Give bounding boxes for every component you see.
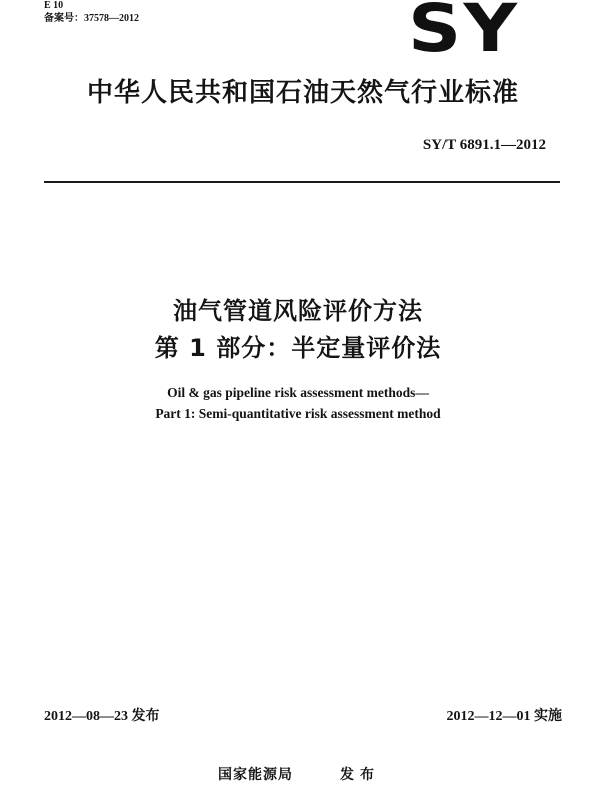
implementation-date: 2012—12—01 实施 — [446, 709, 562, 724]
english-title-line-2: Part 1: Semi-quantitative risk assessment method — [155, 406, 441, 421]
industry-standard-title: 中华人民共和国石油天然气行业标准 — [86, 78, 519, 108]
issue-date: 2012—08—23 发布 — [44, 709, 160, 724]
chinese-title-line-1: 油气管道风险评价方法 — [173, 297, 423, 325]
issuing-authority: 国家能源局 — [218, 767, 293, 783]
chinese-title-line-2: 第 1 部分：半定量评价法 — [154, 334, 442, 362]
classification-code: E 10 — [44, 0, 64, 11]
sy-logo: SY — [408, 0, 520, 67]
header-divider — [44, 181, 560, 183]
english-title-line-1: Oil & gas pipeline risk assessment methods— — [167, 385, 429, 400]
record-number: 备案号：37578—2012 — [44, 13, 139, 24]
standard-number: SY/T 6891.1—2012 — [422, 137, 546, 153]
issued-label: 发布 — [340, 767, 380, 783]
